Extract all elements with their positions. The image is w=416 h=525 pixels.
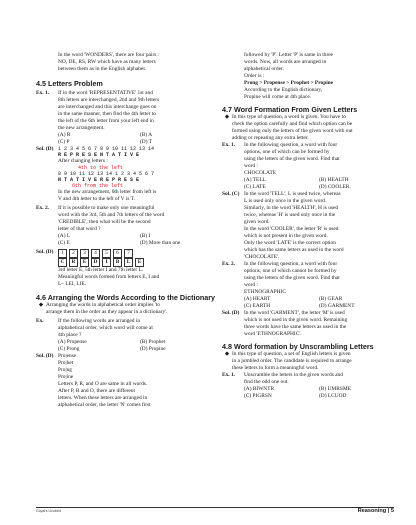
letter-box: E (80, 258, 89, 267)
text-line: these letters to form a meaningful word. (232, 365, 319, 371)
text-line: are interchanged and this interchange goes on (58, 104, 157, 110)
text-line: which is not present in the given word. (244, 233, 328, 239)
word-line: Pro|ine (58, 374, 74, 380)
solution-label: Sol. (D) (222, 310, 240, 316)
section-title-4-6: 4.6 Arranging the Words According to the Dictionary (36, 293, 216, 302)
text-line: 4th place ? (58, 332, 82, 338)
text-line: word : (244, 282, 258, 288)
text-line: 8th letters are interchanged, 2nd and 9th letters (58, 97, 160, 103)
text-line: given word. (244, 219, 270, 225)
option: (A) Propense (58, 339, 87, 345)
option: (D) T (140, 139, 153, 145)
text-line: Similarly, in the word 'HEALTH', H is used (244, 205, 339, 211)
text-line: adding or repeating any extra letter. (232, 135, 309, 141)
text-line: Unscramble the letters in the given words and (244, 372, 343, 378)
section-title-4-5: 4.5 Letters Problem (36, 79, 103, 88)
text-line: Meaningful words formed from letters E, I and (58, 274, 160, 280)
bullet-icon: ◆ (224, 351, 230, 357)
publisher-logo: Goyal's Ucubimi (36, 509, 62, 513)
text-line: If the following words are arranged in (58, 318, 141, 324)
text-line: letter of that word ? (58, 226, 101, 232)
example-2 (36, 205, 222, 247)
word-line: Pro|het (58, 360, 74, 366)
text-line: If in the word 'REPRESENTATIVE' 1st and (58, 90, 153, 96)
letter-box: L (124, 258, 133, 267)
text-line: In the word 'COOLER', the letter 'R' is used (244, 226, 339, 232)
example-3 (36, 318, 222, 353)
option: (D) More than one (140, 240, 181, 246)
number-box: 2 (69, 249, 78, 258)
arrow-label: 4th to the left (78, 165, 124, 171)
left-column (36, 52, 222, 409)
option: (C) Prong (58, 346, 80, 352)
text-line: After P, R and O, there are different (58, 388, 135, 394)
options (58, 233, 222, 247)
order-chain: Prong > Propense > Prophet > Propine (244, 80, 334, 86)
intro-line: NO, DE, RS, RW which have as many letters (58, 59, 156, 65)
text-line: In this type of question, a set of English letters is given (232, 351, 351, 357)
text-line: which is not used in the given word. Remaining (244, 317, 348, 323)
text-line: In the new arrangement, 6th letter from left is (58, 189, 157, 195)
word-line: Pro|ense (58, 353, 77, 359)
given-word: CHOCOLATE (244, 170, 277, 176)
text-line: in a jumbled order. The candidate is required to arrange (232, 358, 352, 364)
option: (C) PIGRSN (244, 393, 272, 399)
text-line: alphabetical order, which word will come at (58, 325, 153, 331)
text-line: three words have the same letters as used in the (244, 324, 347, 330)
letter-box: B (113, 258, 122, 267)
option: (B) HEALTH (319, 177, 349, 183)
text-line: options, one of which cannot be formed by (244, 268, 337, 274)
letter-box: D (91, 258, 100, 267)
given-word: ETHNOGRAPHIC (244, 289, 286, 295)
number-box: 7 (124, 249, 133, 258)
text-line: In the word 'GARMENT', the letter 'M' is used (244, 310, 345, 316)
intro-line: In the word 'WONDERS', there are four pairs : (58, 52, 160, 58)
text-line: twice, whereas 'H' is used only once in the (244, 212, 336, 218)
option: (A) L (58, 233, 71, 239)
text-line: If it is possible to make only one meaningful (58, 205, 155, 211)
option: (B) I (140, 233, 151, 239)
text-line: in the same manner, then find the 4th letter to (58, 111, 156, 117)
arrow-label: 6th from the left (72, 183, 124, 189)
bullet-icon: ◆ (38, 302, 44, 308)
text-line: 'CREDIBLE', then what will be the second (58, 219, 151, 225)
option: (B) GEAR (319, 296, 343, 302)
section-title-4-8: 4.8 Word formation by Unscrambling Letters (222, 342, 374, 351)
position-numbers: 1 2 3 4 5 6 7 8 9 10 11 12 13 14 (58, 146, 155, 152)
option: (B) UMRSME (319, 386, 351, 392)
option: (C) LATE (244, 184, 266, 190)
option: (A) HEART (244, 296, 271, 302)
example-label: Ex. (36, 318, 44, 324)
text-line: Letters P, R, and O are same in all words. (58, 381, 148, 387)
option: (C) E (58, 240, 70, 246)
number-box: 5 (102, 249, 111, 258)
text-line: alphabetical order, the letter 'N' comes first (58, 402, 151, 408)
text-line: options, one of which can be formed by (244, 149, 330, 155)
text-line: In the following question, a word with four (244, 261, 338, 267)
text-line: Propine will come at 4th place. (244, 94, 312, 100)
option: (D) COOLER. (319, 184, 351, 190)
number-box: 1 (58, 249, 67, 258)
text-line: arrange them in the order as they appear in a dictionary'. (46, 309, 168, 315)
text-line: which has the same letters as used in the word (244, 247, 344, 253)
option: (B) Prophet (140, 339, 166, 345)
text-line: Only the word 'LATE' is the correct option (244, 240, 336, 246)
word-line: Pro|ng (58, 367, 72, 373)
page-number: Reasoning | 5 (357, 508, 394, 514)
text-line: In the word 'TELL', L is used twice, whereas (244, 191, 341, 197)
solution-2 (36, 249, 222, 288)
text-line: V and 4th letter to the left of V is T. (58, 196, 135, 202)
text-line: word 'ETHNOGRAPHIC'. (244, 331, 302, 337)
solution-label: Sol. (D) (36, 146, 54, 152)
text-line: word with the 3rd, 5th and 7th letters of the word (58, 212, 165, 218)
solution-r2 (222, 310, 394, 338)
text-line: After changing letters : (58, 158, 108, 164)
option: (A) TELL (244, 177, 266, 183)
option: (B) A (140, 132, 153, 138)
options (58, 132, 222, 146)
option: (D) LCUOD (319, 393, 347, 399)
option: (D) GARMENT (319, 303, 355, 309)
letter-box: E (135, 258, 144, 267)
text-line: the new arrangement. (58, 125, 105, 131)
section-title-4-7: 4.7 Word Formation From Given Letters (222, 105, 358, 114)
option: (C) EARTH (244, 303, 271, 309)
letter-row: R E P R E S E N T A T I V E (58, 152, 140, 158)
text-line: L– LEI, LIE. (58, 281, 87, 287)
text-line: L is used only once in the given word. (244, 198, 327, 204)
number-box: 6 (113, 249, 122, 258)
order-label: Order is : (244, 73, 265, 79)
bullet-icon: ◆ (224, 114, 230, 120)
option: (A) BIWNTR (244, 386, 275, 392)
options (244, 296, 394, 310)
solution-r1 (222, 191, 394, 261)
example-r1 (222, 142, 394, 191)
letter-box: R (69, 258, 78, 267)
text-line: 'CHOCOLATE'. (244, 254, 280, 260)
text-line: followed by 'P'. Letter 'P' is same in three (244, 52, 334, 58)
text-line: In the following question, a word with four (244, 142, 338, 148)
number-box: 3 (80, 249, 89, 258)
text-line: using the letters of the given word. Find that (244, 156, 340, 162)
text-line: In this type of question, a word is given. You have to (232, 114, 346, 120)
letter-box: I (102, 258, 111, 267)
example-label: Ex. 1. (222, 142, 236, 148)
solution-label: Sol. (D) (36, 249, 54, 255)
text-line: formed using only the letters of the given word with out (232, 128, 353, 134)
example-label: Ex. 2. (222, 261, 236, 267)
solution-label: Sol. (D) (36, 353, 54, 359)
text-line: letters. When these letters are arranged in (58, 395, 148, 401)
text-line: words. Now, all words are arranged in (244, 59, 327, 65)
text-line: 3rd letter E, 5th letter I and 7th letter L. (58, 267, 144, 273)
intro-line: between them as in the English alphabet. (58, 66, 147, 72)
number-boxes (58, 249, 222, 258)
text-line: check the option carefully and find which option can be (232, 121, 353, 127)
example-label: Ex. 1. (222, 372, 236, 378)
position-numbers: 8 9 10 11 12 13 14 1 2 3 4 5 6 7 (58, 171, 155, 177)
text-line: alphabetical order. (244, 66, 284, 72)
bullet (222, 351, 394, 372)
text-line: word : (244, 163, 258, 169)
options (244, 177, 394, 191)
bullet (222, 114, 394, 142)
option: (C) P (58, 139, 70, 145)
right-column (222, 52, 394, 400)
option: (D) Propine (140, 346, 166, 352)
text-line: Arranging the words in alphabetical order implies 'to (46, 302, 160, 308)
example-1 (36, 90, 222, 146)
letter-box: C (58, 258, 67, 267)
options (58, 339, 222, 353)
number-box: 4 (91, 249, 100, 258)
example-label: Ex. 1. (36, 90, 50, 96)
solution-1 (36, 146, 222, 203)
footer-rule (36, 507, 394, 508)
solution-label: Sol. (C) (222, 191, 240, 197)
text-line: According to the English dictionary, (244, 87, 323, 93)
example-r2 (222, 261, 394, 310)
example-r3 (222, 372, 394, 400)
text-line: using the letters of the given word. Find that (244, 275, 340, 281)
options (244, 386, 394, 400)
page-footer (0, 502, 416, 518)
example-label: Ex. 2. (36, 205, 50, 211)
text-line: the left of the 6th letter from your left end in (58, 118, 154, 124)
bullet (36, 302, 222, 316)
option: (A) R (58, 132, 71, 138)
solution-3 (36, 353, 222, 409)
letter-row: N T A T I V E R E P R E S E (58, 177, 140, 183)
text-line: find the odd one out. (244, 379, 289, 385)
letter-boxes (58, 258, 222, 267)
